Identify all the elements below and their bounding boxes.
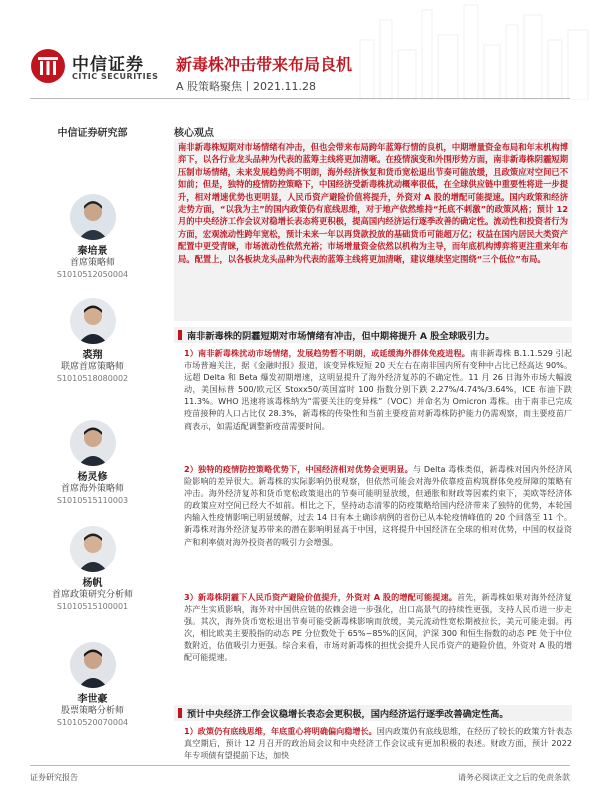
header-divider	[30, 98, 570, 99]
analyst-role: 首席海外策略师	[60, 484, 124, 494]
paragraph-text: 与 Delta 毒株类似，新毒株对国内外经济风险影响的差异很大。新毒株的实际影响仍很观察，但依然可能会对海外依靠疫苗构筑群体免疫屏障的策略有冲击。海外经济复苏和货币宽松政策退出的节奏可能明显放缓，但通胀和财政等因素约束下，美欧等经济体的政策应对空间已经大不如前。相比之下，坚持动态清零的防疫策略给国内经济带来了独特的优势，本轮国内输入性疫情影响已明显缓解，过去 14 日有本土确诊病例的省份已从本轮疫情峰值的 20 个回落至 11 个。新毒株对海外经济复苏带来的潜在影响明显高于中国，这将提升中国经济在全球的相对优势，中国的权益资产和利率债对海外投资者的吸引力会增强。	[184, 464, 572, 547]
city-skyline-graphic	[340, 0, 600, 100]
analyst-name: 裘翔	[82, 350, 103, 361]
sidebar-title: 中信证券研究部	[57, 128, 128, 139]
main-content	[174, 124, 572, 139]
analyst-role: 股票策略分析师	[60, 706, 124, 716]
core-view-summary: 南非新毒株短期对市场情绪有冲击，但也会带来布局跨年蓝筹行情的良机，中期增量资金布局和年末机构博弈下，以各行业龙头品种为代表的蓝筹主线将更加清晰。在疫情演变和外围形势方面，南非新毒株阴霾短期压制市场情绪，未来发展趋势尚不明朗，海外经济恢复和货币宽松退出节奏可能放缓，且政策应对空间已不如前；但是，独特的疫情防控策略下，中国经济受新毒株扰动概率很低，在全球供应链中重要性将进一步提升，相对增速优势也更明显，人民币资产避险价值将提升，外资对 A 股的增配可能提速。国内政策和经济走势方面，“以我为主”的国内政策仍有底线思维，对于地产依然维持“托底不刺激”的政策风格；预计 12 月的中央经济工作会议对稳增长表态将更积极，提高国内经济运行逐季改善的确定性。流动性和投资者行为方面，宏观流动性跨年宽松，预计未来一年以再贷款投放的基础货币可能超万亿；权益在国内居民大类资产配置中更受青睐，市场流动性依然充裕；市场增量资金依然以机构为主导，而年底机构博弈将更注重来年布局。配置上，以各板块龙头品种为代表的蓝筹主线将更加清晰，建议继续坚定围绕“三个低位”布局。	[174, 139, 572, 321]
section-heading: 预计中央经济工作会议稳增长表态会更积极，国内经济运行逐季改善确定性高。	[174, 705, 572, 721]
analyst-card	[30, 194, 155, 280]
analyst-license: S1010512050004	[56, 270, 129, 279]
paragraph-lead: 3）新毒株阴霾下人民币资产避险价值提升，外资对 A 股的增配可能提速。	[184, 592, 457, 602]
analyst-role: 首席政策研究分析师	[51, 590, 133, 600]
body-paragraph	[184, 591, 572, 701]
body-paragraph	[184, 725, 572, 762]
analyst-role: 联席首席策略师	[60, 362, 124, 372]
report-title: 新毒株冲击带来布局良机	[176, 55, 353, 74]
brand-logo	[30, 48, 165, 98]
paragraph-text: 首先，新毒株如果对海外经济复苏产生实质影响，海外对中国供应链的依赖会进一步强化，出口高景气的持续性更强，支持人民币进一步走强。其次，海外货币宽松退出节奏可能受新毒株影响而放缓，美元流动性宽松期被拉长，美元可能走弱。再次，相比欧美主要股指的动态 PE 分位数处于 65%~85%的区间，沪深 300 和恒生指数的动态 PE 处于中位数附近，估值吸引力更强。综合来看，市场对新毒株的担忧会提升人民币资产的避险价值，外资对 A 股的增配可能提速。	[184, 592, 572, 663]
footer-divider	[30, 765, 570, 766]
paragraph-lead: 2）独特的疫情防控策略优势下，中国经济相对优势会更明显。	[184, 464, 413, 474]
citic-logo-icon	[30, 48, 66, 84]
footer-left-label: 证券研究报告	[30, 773, 78, 782]
analyst-card	[30, 642, 155, 728]
paragraph-lead: 1）南非新毒株扰动市场情绪，发展趋势暂不明朗，或延缓海外群体免疫进程。	[184, 348, 470, 358]
analyst-license: S1010520070004	[56, 718, 129, 727]
analyst-name: 李世豪	[77, 694, 108, 705]
analyst-photo	[70, 642, 116, 688]
footer-disclaimer: 请务必阅读正文之后的免责条款	[458, 773, 570, 782]
analyst-card	[30, 526, 155, 612]
paragraph-lead: 1）政策仍有底线思维，年底重心将明确偏向稳增长。	[184, 726, 377, 736]
analyst-card	[30, 298, 155, 384]
analyst-license: S1010518080002	[56, 374, 129, 383]
body-paragraph	[184, 463, 572, 587]
analyst-name: 杨灵修	[77, 472, 108, 483]
report-subtitle: A 股策略聚焦丨2021.11.28	[176, 80, 317, 93]
brand-name-en: CITIC SECURITIES	[72, 72, 159, 81]
analyst-photo	[70, 194, 116, 240]
analyst-name: 秦培景	[77, 246, 108, 257]
analyst-license: S1010515100001	[56, 602, 129, 611]
paragraph-text: 国内政策仍有底线思维，在经历了较长的政策方针表态真空期后，预计 12 月召开的政治局会议和中央经济工作会议或有更加积极的表述。财政方面，预计 2022 年专项债有望提前下达，加快	[184, 726, 572, 761]
core-view-label: 核心观点	[174, 128, 214, 139]
body-paragraph	[184, 347, 572, 459]
analyst-role: 首席策略师	[69, 258, 115, 268]
paragraph-text: 南非新毒株 B.1.1.529 引起市场普遍关注，据《金融时报》报道，该变异株短短 20 天左右在南非国内所有变种中占比已经高达 90%。远超 Delta 和 Beta 爆发初期增速，这明显提升了海外经济复苏的不确定性。11 月 26 日海外市场大幅波动，美国标普 500/欧元区 Stoxx50/英国富时 100 指数分别下跌 2.27%/4.74%/3.64%，ICE 布油下跌 11.3%。WHO 迅速将该毒株纳为“需要关注的变异株”（VOC）并命名为 Omicron 毒株。由于南非已完成疫苗接种的人口占比仅 28.3%，新毒株的传染性和当前主要疫苗对新毒株防护能力仍需观察，而主要疫苗厂商表示，如需适配调整新疫苗需要时间。	[184, 348, 572, 431]
analyst-photo	[70, 298, 116, 344]
analyst-photo	[70, 526, 116, 572]
analyst-name: 杨帆	[82, 578, 103, 589]
analyst-sidebar	[30, 124, 155, 139]
analyst-license: S1010515110003	[56, 496, 129, 505]
brand-name-cn: 中信证券	[72, 55, 144, 75]
analyst-card	[30, 420, 155, 506]
analyst-photo	[70, 420, 116, 466]
report-header	[0, 0, 600, 110]
section-heading: 南非新毒株的阴霾短期对市场情绪有冲击，但中期将提升 A 股全球吸引力。	[174, 327, 572, 343]
